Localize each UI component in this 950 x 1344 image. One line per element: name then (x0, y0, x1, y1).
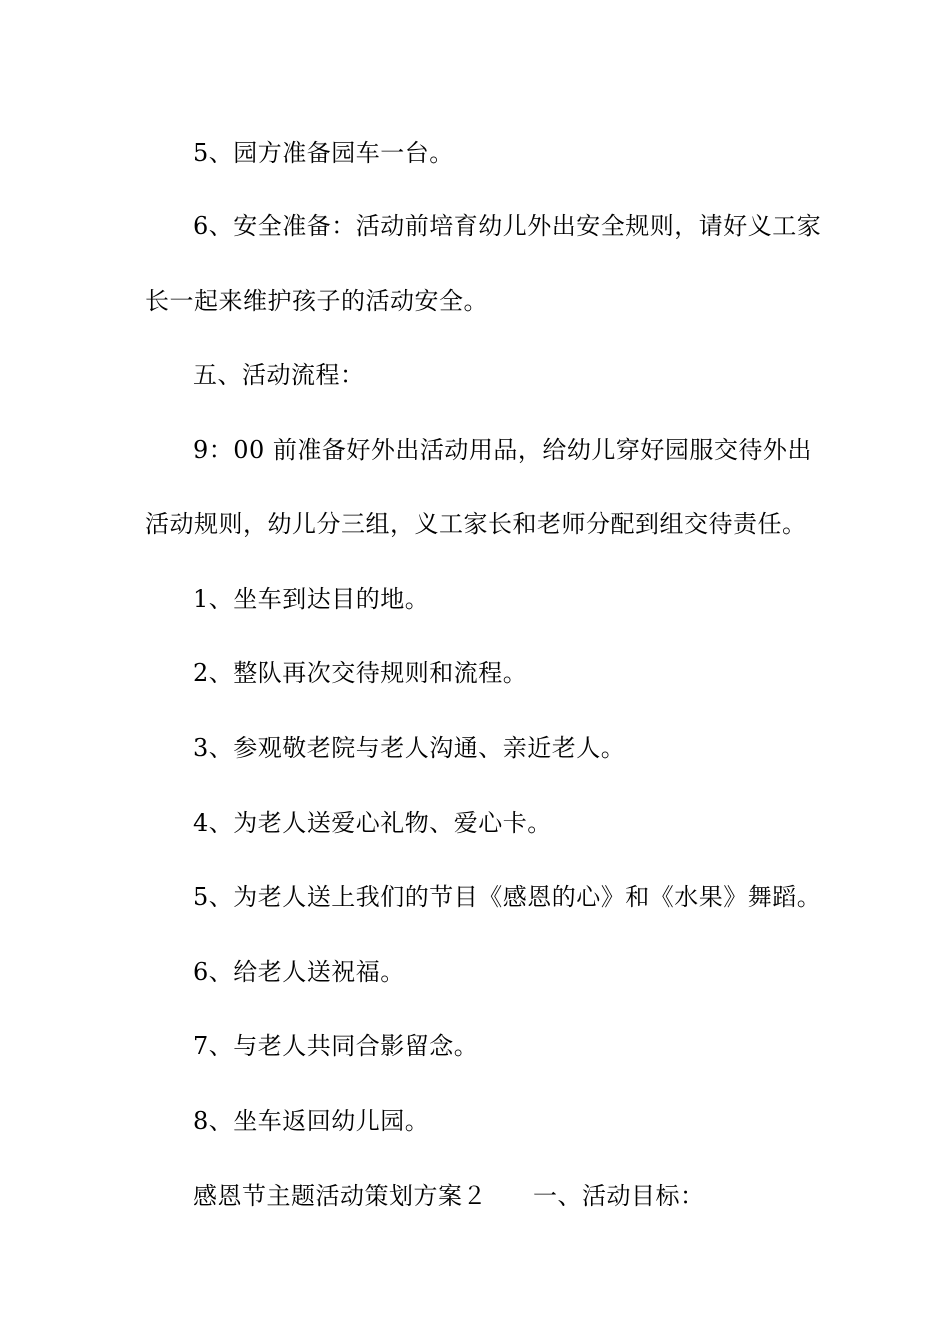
paragraph-line: 6、安全准备：活动前培育幼儿外出安全规则，请好义工家 (193, 212, 822, 240)
paragraph-line: 9：00 前准备好外出活动用品，给幼儿穿好园服交待外出 (193, 436, 812, 464)
document-title: 感恩节主题活动策划方案２ (193, 1182, 487, 1210)
list-item: 8、坐车返回幼儿园。 (193, 1107, 430, 1135)
paragraph-line: 活动规则，幼儿分三组，义工家长和老师分配到组交待责任。 (145, 510, 807, 538)
list-item: 1、坐车到达目的地。 (193, 585, 430, 613)
list-item: 2、整队再次交待规则和流程。 (193, 659, 528, 687)
list-item: 5、为老人送上我们的节目《感恩的心》和《水果》舞蹈。 (193, 883, 822, 911)
section-heading: 五、活动流程： (193, 361, 365, 389)
section-heading: 一、活动目标： (533, 1182, 705, 1210)
document-title-line (193, 1181, 705, 1211)
list-item: 4、为老人送爱心礼物、爱心卡。 (193, 809, 552, 837)
list-item: 7、与老人共同合影留念。 (193, 1032, 479, 1060)
list-item: 6、给老人送祝福。 (193, 958, 405, 986)
list-item: 3、参观敬老院与老人沟通、亲近老人。 (193, 734, 626, 762)
paragraph-line: 5、园方准备园车一台。 (193, 139, 454, 167)
paragraph-line: 长一起来维护孩子的活动安全。 (145, 287, 488, 315)
